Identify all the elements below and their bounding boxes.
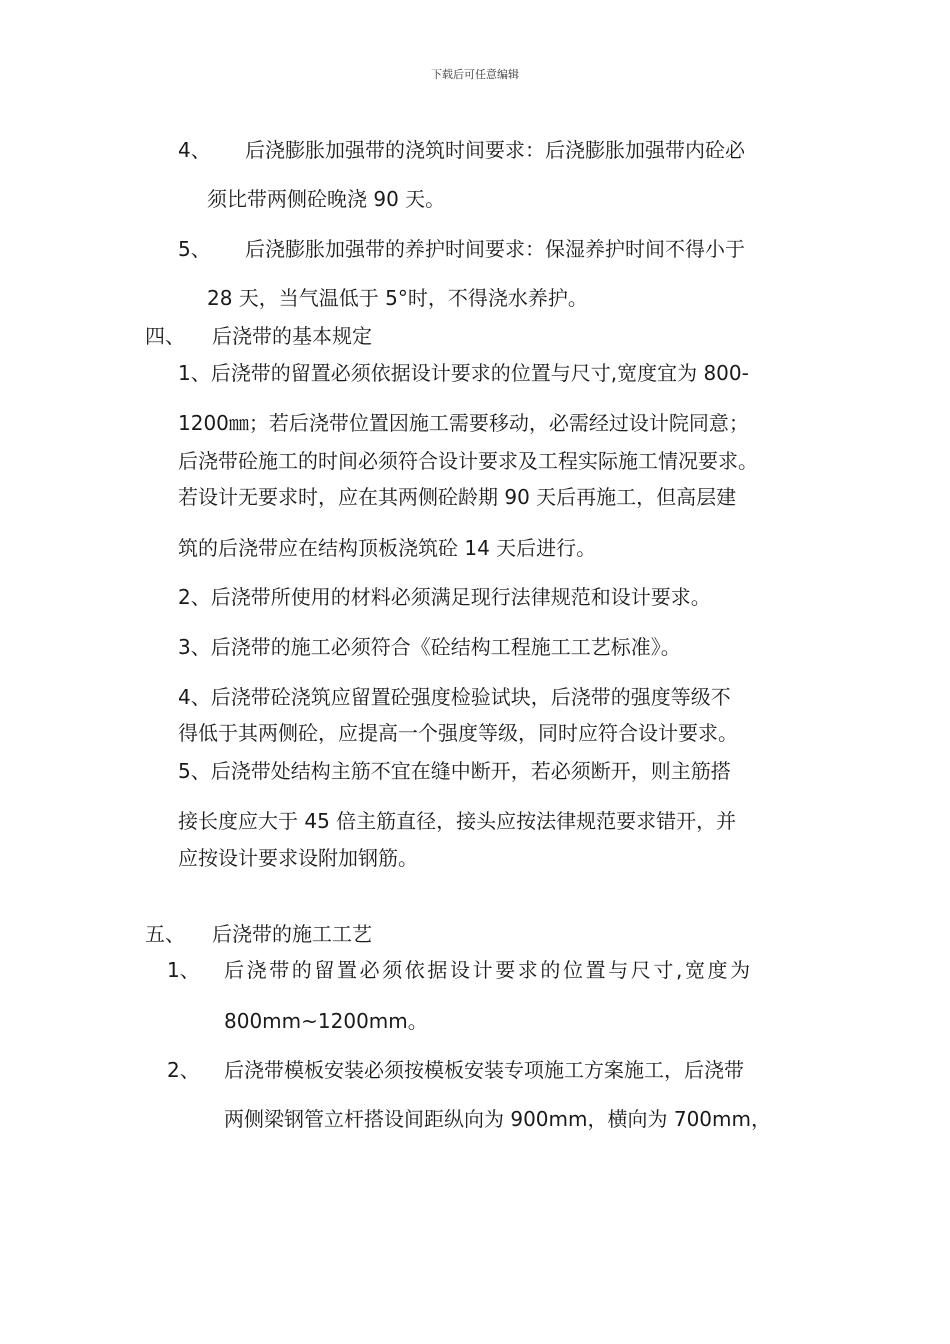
section-4-line: 3、后浇带的施工必须符合《砼结构工程施工工艺标准》。 [178,635,681,659]
section-5-number: 五、 [145,922,185,946]
section-4-line: 应按设计要求设附加钢筋。 [178,846,418,870]
item-4-line-1: 后浇膨胀加强带的浇筑时间要求：后浇膨胀加强带内砼必 [245,138,745,162]
section-4-line: 2、后浇带所使用的材料必须满足现行法律规范和设计要求。 [178,585,711,609]
item-5-number: 5、 [178,237,211,261]
section-5-item-1-line-2: 800mm~1200mm。 [224,1009,428,1033]
section-5-item-2-line-1: 后浇带模板安装必须按模板安装专项施工方案施工，后浇带 [224,1058,744,1082]
item-5-line-1: 后浇膨胀加强带的养护时间要求：保湿养护时间不得小于 [245,237,745,261]
section-4-line: 得低于其两侧砼，应提高一个强度等级，同时应符合设计要求。 [178,721,738,745]
section-5-item-2-number: 2、 [167,1058,200,1082]
section-4-line: 若设计无要求时，应在其两侧砼龄期 90 天后再施工，但高层建 [178,485,737,509]
section-4-line: 后浇带砼施工的时间必须符合设计要求及工程实际施工情况要求。 [178,449,758,473]
section-4-line: 筑的后浇带应在结构顶板浇筑砼 14 天后进行。 [178,536,597,560]
page-header: 下载后可任意编辑 [431,68,519,81]
section-4-title: 后浇带的基本规定 [212,324,372,348]
section-4-number: 四、 [145,324,185,348]
section-5-item-2-line-2: 两侧梁钢管立杆搭设间距纵向为 900mm，横向为 700mm， [224,1107,771,1131]
section-4-line: 1、后浇带的留置必须依据设计要求的位置与尺寸,宽度宜为 800- [178,361,749,385]
section-5-item-1-number: 1、 [167,958,200,982]
section-4-line: 5、后浇带处结构主筋不宜在缝中断开，若必须断开，则主筋搭 [178,759,731,783]
section-4-line: 接长度应大于 45 倍主筋直径，接头应按法律规范要求错开，并 [178,809,737,833]
section-4-line: 1200㎜；若后浇带位置因施工需要移动，必需经过设计院同意； [178,411,749,435]
item-5-line-2: 28 天，当气温低于 5°时，不得浇水养护。 [207,286,588,310]
item-4-line-2: 须比带两侧砼晚浇 90 天。 [207,187,446,211]
item-4-number: 4、 [178,138,211,162]
section-5-item-1-line-1: 后浇带的留置必须依据设计要求的位置与尺寸,宽度为 [224,958,753,982]
section-4-line: 4、后浇带砼浇筑应留置砼强度检验试块，后浇带的强度等级不 [178,685,731,709]
section-5-title: 后浇带的施工工艺 [212,922,372,946]
